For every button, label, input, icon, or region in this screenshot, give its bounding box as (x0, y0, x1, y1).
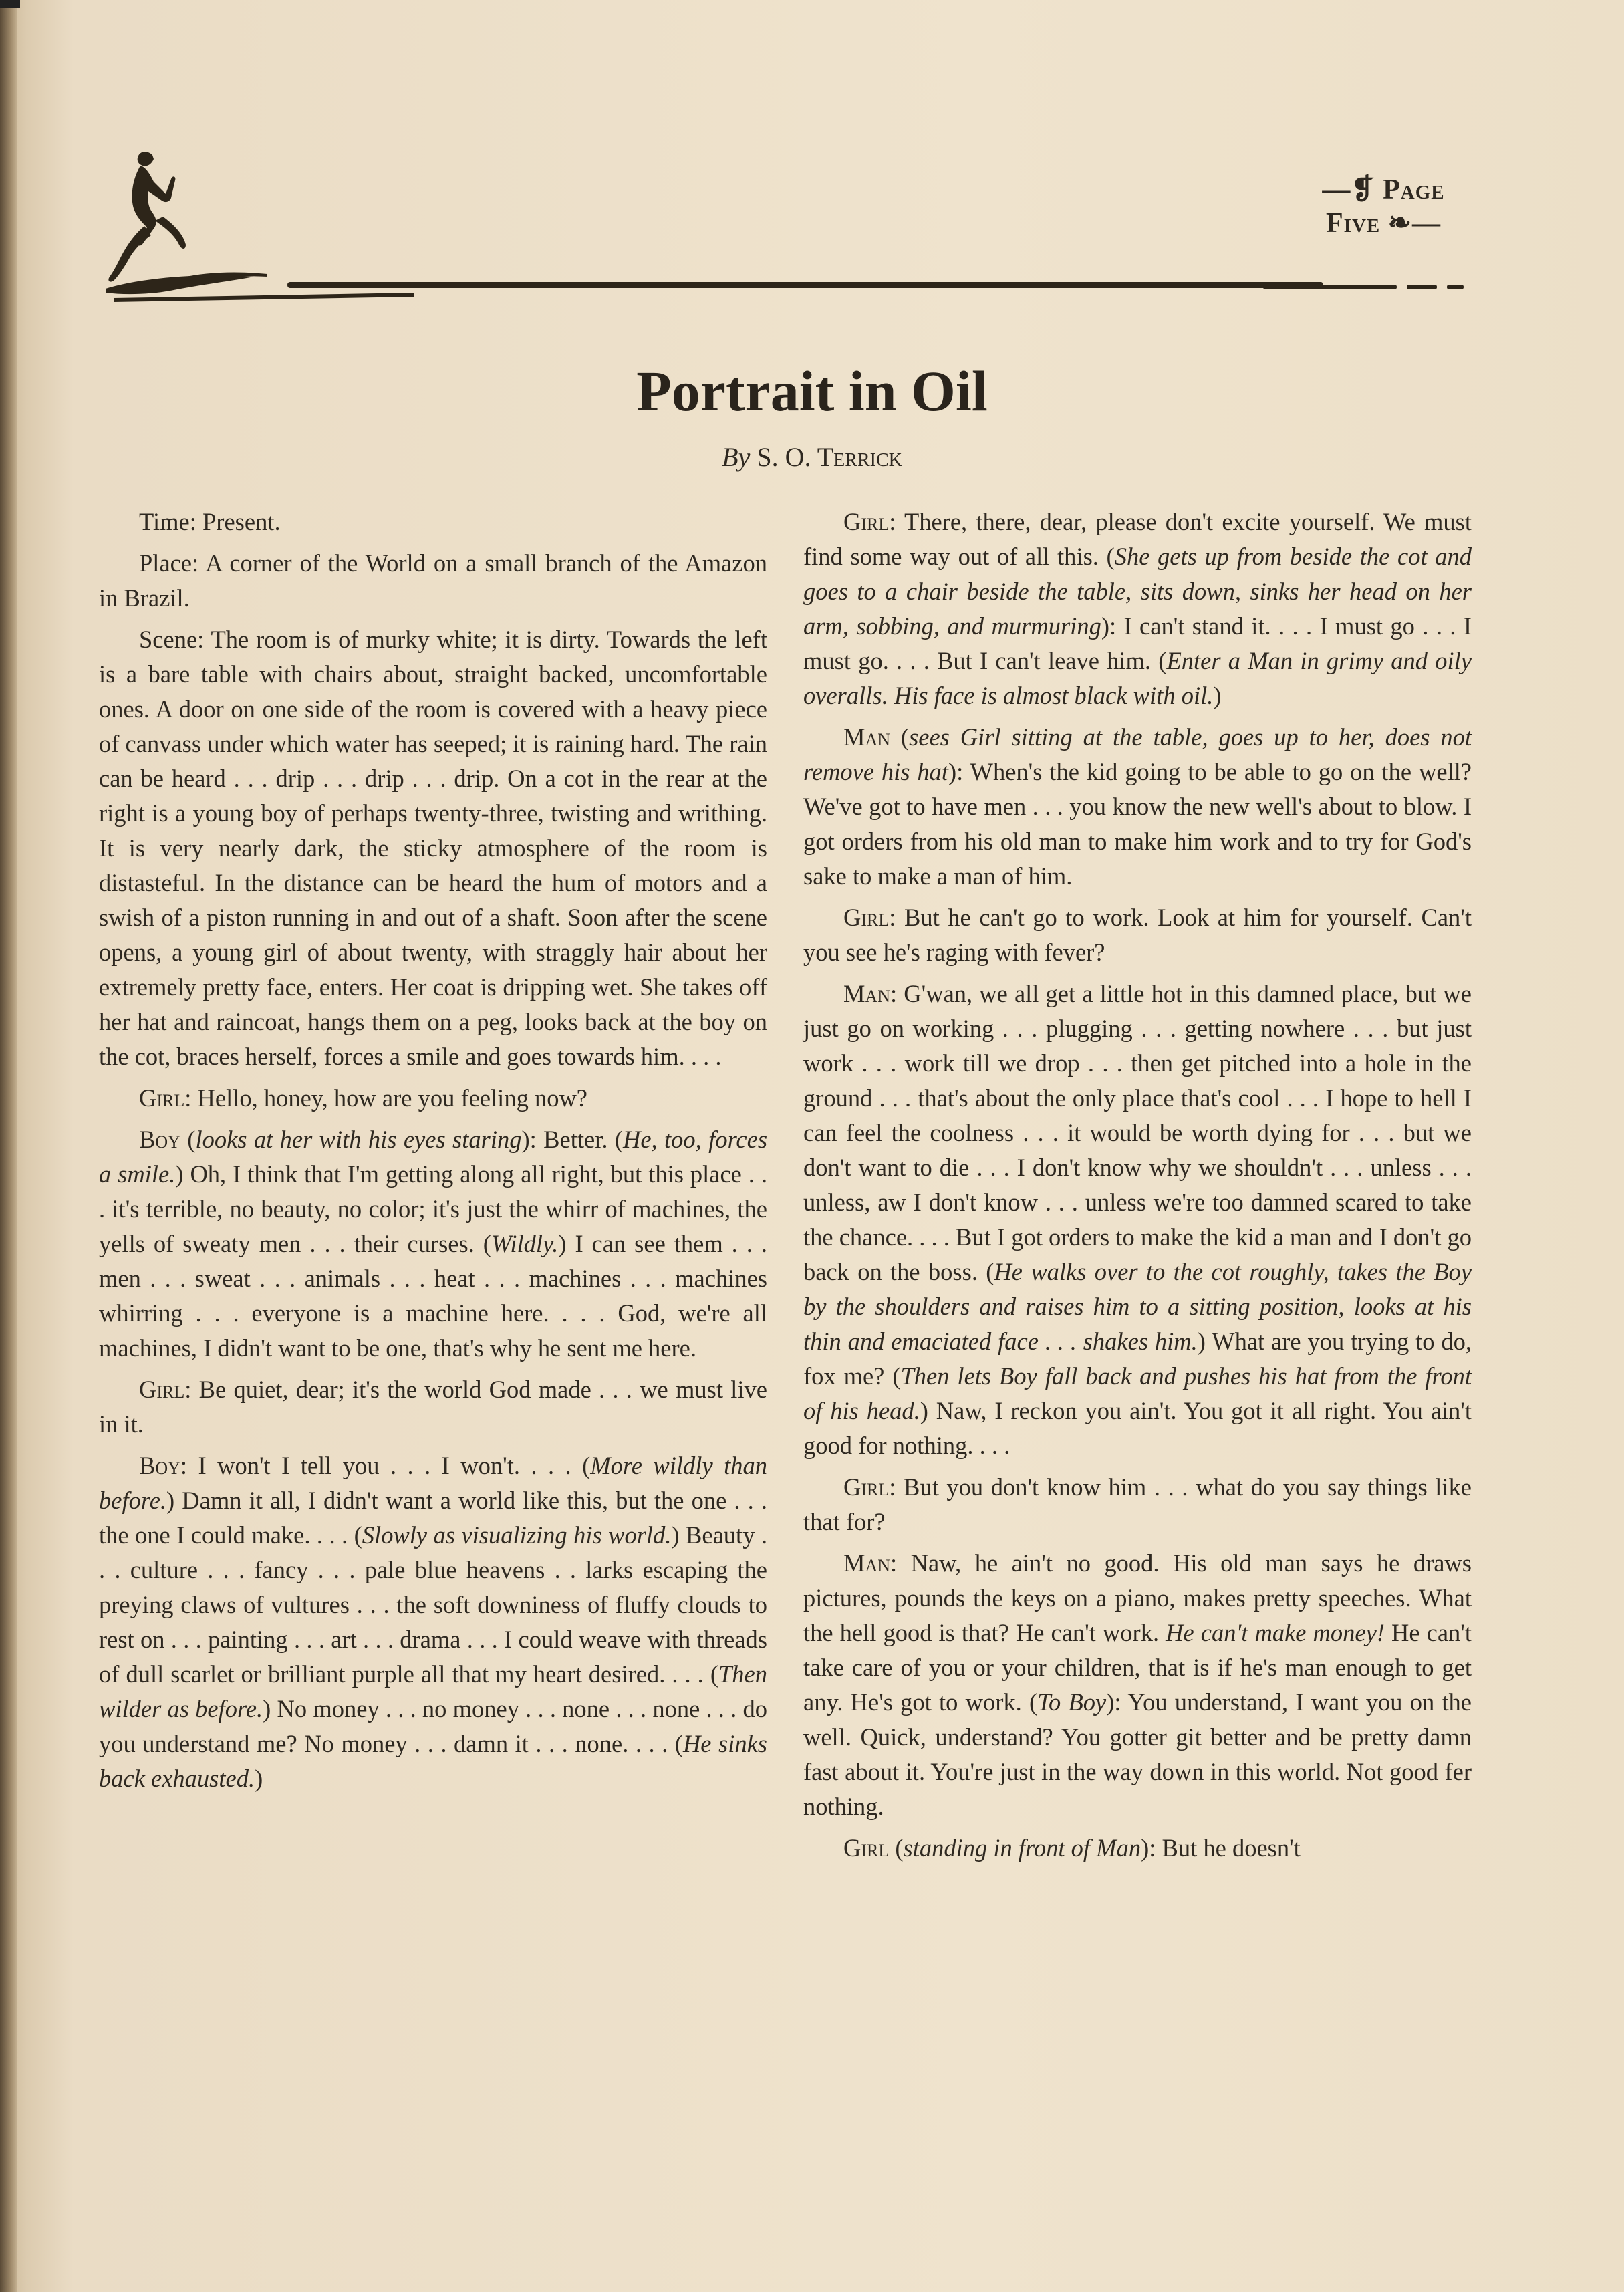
dialogue-text: ): Better. ( (521, 1126, 623, 1153)
speaker-name: Girl (843, 1473, 890, 1501)
speaker-name: Girl (139, 1084, 185, 1112)
page-label: Page Five (1326, 174, 1445, 239)
stage-direction: He, too, forces a smile. (99, 1126, 768, 1188)
ornament-right-icon: ❧— (1387, 208, 1441, 239)
page-number (1297, 172, 1470, 239)
paragraph (99, 622, 767, 1074)
speaker-name: Man (843, 1549, 891, 1577)
stage-direction: He sinks back exhausted. (99, 1730, 768, 1792)
right-column (803, 505, 1472, 1872)
dialogue-text: ): When's the kid going to be able to go on the well? We've got to have men . . . you know the new well's about to blow. I got orders from his old man to make him work and to try for God's sake to make a man of him. (803, 758, 1472, 890)
stage-direction: More wildly than before. (99, 1452, 767, 1514)
ornament-left-icon: —❡ (1322, 174, 1375, 205)
paragraph (99, 546, 767, 616)
paragraph (803, 505, 1472, 713)
stage-direction: Slowly as visualizing his world. (362, 1521, 672, 1549)
dialogue-text: ) Beauty . . . culture . . . fancy . . . pale blue heavens . . larks escaping the preying claws of vultures . . . the soft downiness of fluffy clouds to rest on . . . painting . . . art . . . drama . . . I could weave with threads of dull scarlet or brilliant purple all that my heart desired. . . . ( (99, 1521, 768, 1688)
page-header (100, 134, 1477, 307)
stage-direction: Then lets Boy fall back and pushes his hat from the front of his head. (803, 1362, 1472, 1424)
byline-by: By (722, 442, 751, 472)
dialogue-text: ) Naw, I reckon you ain't. You got it all right. You ain't good for nothing. . . . (803, 1397, 1472, 1459)
speaker-name: Boy (139, 1126, 180, 1153)
dialogue-text: ) (1213, 682, 1222, 709)
paragraph (803, 1470, 1472, 1539)
dialogue-text: ( (890, 723, 910, 751)
stage-direction: Enter a Man in grimy and oily overalls. His face is almost black with oil. (803, 647, 1472, 709)
dialogue-text: : G'wan, we all get a little hot in this damned place, but we just go on working . . . plugging . . . getting nowhere . . . but just work . . . work till we drop . . . then get pitched into a hole in the ground . . . that's about the only place that's cool . . . I hope to hell I can feel the coolness . . . it would be worth dying for . . . but we don't want to die . . . I don't know why we shouldn't . . . unless . . . unless, aw I don't know . . . unless we're too damned scared to take the chance. . . . But I got orders to make the kid a man and I don't go back on the boss. ( (803, 980, 1472, 1285)
dialogue-text: : Naw, he ain't no good. His old man says he draws pictures, pounds the keys on a piano, makes pretty speeches. What the hell good is that? He can't work. (803, 1549, 1472, 1646)
left-column (99, 505, 767, 1803)
stage-direction: He walks over to the cot roughly, takes the Boy by the shoulders and raises him to a sitting position, looks at his thin and emaciated face . . . shakes him. (803, 1258, 1472, 1355)
dialogue-text: ): I can't stand it. . . . I must go . . . I must go. . . . But I can't leave him. ( (803, 612, 1472, 674)
paragraph (99, 1122, 767, 1366)
dialogue-text: ) I can see them . . . men . . . sweat . . . animals . . . heat . . . machines . . . machines whirring . . . everyone is a machine here. . . . God, we're all machines, I didn't want to be one, that's why he sent me here. (99, 1230, 767, 1362)
byline (0, 441, 1624, 473)
speaker-name: Man (843, 980, 891, 1007)
paragraph (803, 977, 1472, 1463)
speaker-name: Girl (843, 904, 890, 931)
dialogue-text: : Be quiet, dear; it's the world God made . . . we must live in it. (99, 1376, 767, 1438)
dialogue-text: : But he can't go to work. Look at him for yourself. Can't you see he's raging with fever? (803, 904, 1472, 966)
paragraph (99, 1081, 767, 1116)
dialogue-text: Place: A corner of the World on a small branch of the Amazon in Brazil. (99, 549, 767, 612)
paragraph (803, 720, 1472, 894)
dialogue-text: ) Damn it all, I didn't want a world like this, but the one . . . the one I could make. . . . ( (99, 1487, 767, 1549)
dialogue-text: ) (255, 1765, 263, 1792)
rule-dash (1407, 285, 1437, 289)
paragraph (99, 1372, 767, 1442)
speaker-name: Girl (139, 1376, 185, 1403)
dialogue-text: ) Oh, I think that I'm getting along all right, but this place . . . it's terrible, no beauty, no color; it's just the whirr of machines, the yells of sweaty men . . . their curses. ( (99, 1160, 767, 1257)
header-rule (287, 282, 1323, 288)
dialogue-text: ( (889, 1834, 904, 1862)
dialogue-text: ): You understand, I want you on the well. Quick, understand? You gotter git better and be pretty damn fast about it. You're just in the way down in this world. Not good fer nothing. (803, 1688, 1472, 1820)
stage-direction: sees Girl sitting at the table, goes up to her, does not remove his hat (803, 723, 1472, 785)
dialogue-text: : There, there, dear, please don't excite yourself. We must find some way out of all this. ( (803, 508, 1472, 570)
paragraph (99, 1448, 767, 1796)
stage-direction: standing in front of Man (903, 1834, 1141, 1862)
paragraph (803, 1546, 1472, 1824)
dialogue-text: Time: Present. (139, 508, 281, 535)
stage-direction: She gets up from beside the cot and goes to a chair beside the table, sits down, sinks her head on her arm, sobbing, and murmuring (803, 543, 1472, 640)
dialogue-text: ) What are you trying to do, fox me? ( (803, 1327, 1472, 1390)
speaker-name: Girl (843, 1834, 890, 1862)
dialogue-text: : Hello, honey, how are you feeling now? (184, 1084, 587, 1112)
stage-direction: Wildly. (491, 1230, 559, 1257)
speaker-name: Boy (139, 1452, 180, 1479)
dialogue-text: : I won't I tell you . . . I won't. . . . ( (180, 1452, 591, 1479)
dialogue-text: ( (180, 1126, 196, 1153)
paragraph (803, 1831, 1472, 1866)
rule-dash (1263, 285, 1397, 289)
rule-dash (1447, 285, 1464, 289)
byline-author: S. O. Terrick (757, 442, 902, 472)
dialogue-text: Scene: The room is of murky white; it is dirty. Towards the left is a bare table with chairs about, straight backed, uncomfortable ones. A door on one side of the room is covered with a heavy piece of canvass under which water has seeped; it is raining hard. The rain can be heard . . . drip . . . drip . . . drip. On a cot in the rear at the right is a young boy of perhaps twenty-three, twisting and writhing. It is very nearly dark, the sticky atmosphere of the room is distasteful. In the distance can be heard the hum of motors and a swish of a piston running in and out of a shaft. Soon after the scene opens, a young girl of about twenty, with straggly hair about her extremely pretty face, enters. Her coat is dripping wet. She takes off her hat and raincoat, hangs them on a peg, looks back at the boy on the cot, braces herself, forces a smile and goes towards him. . . . (99, 626, 767, 1070)
stage-direction: Then wilder as before. (99, 1660, 767, 1723)
binding-spine (0, 0, 17, 2292)
dialogue-text: He can't take care of you or your children, that is if he's man enough to get any. He's got to work. ( (803, 1619, 1472, 1716)
dialogue-text: : But you don't know him . . . what do you say things like that for? (803, 1473, 1472, 1535)
stage-direction: looks at her with his eyes staring (195, 1126, 522, 1153)
corner-shadow (0, 0, 20, 8)
speaker-name: Girl (843, 508, 890, 535)
paragraph (803, 900, 1472, 970)
dialogue-text: ): But he doesn't (1141, 1834, 1301, 1862)
dialogue-text: ) No money . . . no money . . . none . . . none . . . do you understand me? No money . . . damn it . . . none. . . . ( (99, 1695, 767, 1757)
article-title: Portrait in Oil (636, 359, 988, 423)
paragraph (99, 505, 767, 539)
speaker-name: Man (843, 723, 891, 751)
stage-direction: He can't make money! (1166, 1619, 1385, 1646)
stage-direction: To Boy (1037, 1688, 1107, 1716)
